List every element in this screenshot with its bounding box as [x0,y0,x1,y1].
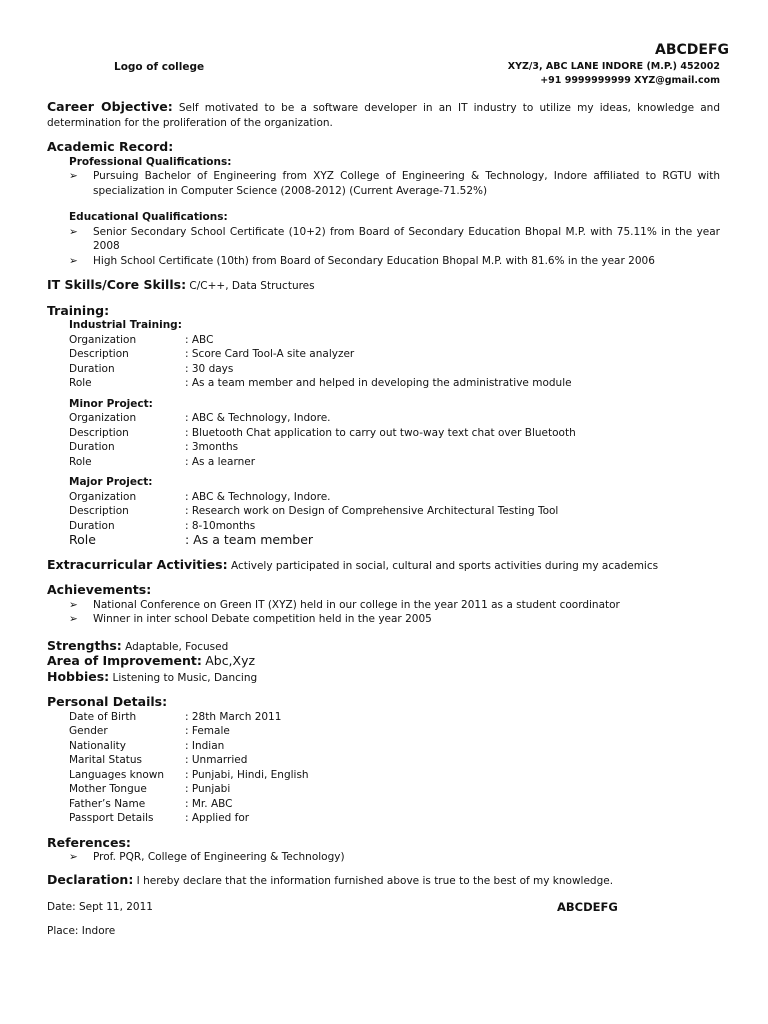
detail-row: Organization : ABC [69,333,214,346]
detail-row: Organization : ABC & Technology, Indore. [69,412,331,424]
detail-row: Role : As a team member [69,532,314,547]
strengths [47,639,720,655]
detail-row: Father’s Name : Mr. ABC [69,797,233,810]
strengths-heading: Strengths: [47,637,122,653]
arrow-bullet-icon: ➢ [69,613,78,625]
hobbies-heading: Hobbies: [47,668,110,684]
resume-name: ABCDEFG [655,42,730,58]
professional-qualifications-heading: Professional Qualifications: [69,155,232,168]
date-row [47,900,720,918]
list-item: ➢ Senior Secondary School Certificate (10+2) from Board of Secondary Education Bhopal M.P. with 75.11% in the year 2008 [69,225,720,252]
detail-row: Languages known : Punjabi, Hindi, English [69,768,309,781]
major-project-heading: Major Project: [69,476,153,488]
list-item: ➢ Winner in inter school Debate competition held in the year 2005 [69,613,432,625]
detail-row: Passport Details : Applied for [69,812,250,824]
detail-row: Organization : ABC & Technology, Indore. [69,490,331,503]
detail-row: Description : Bluetooth Chat application to carry out two-way text chat over Bluetooth [69,426,576,439]
detail-row: Mother Tongue : Punjabi [69,783,231,795]
detail-row: Description : Score Card Tool-A site analyzer [69,348,355,360]
detail-row: Description : Research work on Design of Comprehensive Architectural Testing Tool [69,505,559,517]
detail-row: Date of Birth : 28th March 2011 [69,710,282,723]
signature-name: ABCDEFG [557,900,618,914]
career-objective [47,100,720,130]
personal-details-heading: Personal Details: [47,694,168,709]
declaration-text: I hereby declare that the information furnished above is true to the best of my knowledge. [136,874,614,887]
detail-row: Nationality : Indian [69,739,225,752]
declaration [47,873,720,889]
arrow-bullet-icon: ➢ [69,225,78,238]
detail-row: Duration : 8-10months [69,519,256,532]
list-item: ➢ National Conference on Green IT (XYZ) held in our college in the year 2011 as a student coordinator [69,598,620,611]
hobbies [47,670,720,686]
references-heading: References: [47,834,131,850]
list-item: ➢ High School Certificate (10th) from Board of Secondary Education Bhopal M.P. with 81.6% in the year 2006 [69,254,655,267]
arrow-bullet-icon: ➢ [69,170,78,182]
contact-info: +91 9999999999 XYZ@gmail.com [540,75,720,86]
detail-row: Duration : 30 days [69,362,234,375]
career-objective-heading: Career Objective: [47,99,173,114]
extracurricular-text: Actively participated in social, cultural and sports activities during my academics [230,559,659,572]
academic-record-heading: Academic Record: [47,139,174,154]
college-logo-placeholder: Logo of college [114,61,205,73]
it-skills-text: C/C++, Data Structures [189,280,315,292]
detail-row: Gender : Female [69,725,230,737]
training-heading: Training: [47,302,110,318]
declaration-heading: Declaration: [47,871,134,887]
list-item: ➢ Pursuing Bachelor of Engineering from XYZ College of Engineering & Technology, Indore affiliated to RGTU with specialization in Computer Science (2008-2012) (Current Average-71.52%) [69,170,720,197]
detail-row: Duration : 3months [69,441,239,453]
arrow-bullet-icon: ➢ [69,254,78,267]
it-skills-heading: IT Skills/Core Skills: [47,277,187,292]
career-objective-text: Self motivated to be a software developer in an IT industry to utilize my ideas, knowledge and determination for the proliferation of the organization. [47,102,720,129]
extracurricular [47,558,720,574]
area-of-improvement [47,654,720,670]
extracurricular-heading: Extracurricular Activities: [47,556,228,572]
list-item: ➢ Prof. PQR, College of Engineering & Technology) [69,851,345,863]
strengths-text: Adaptable, Focused [125,640,229,653]
detail-row: Marital Status : Unmarried [69,754,248,766]
area-of-improvement-heading: Area of Improvement: [47,653,202,668]
minor-project-heading: Minor Project: [69,397,153,410]
date: Date: Sept 11, 2011 [47,901,153,913]
industrial-training-heading: Industrial Training: [69,319,182,331]
arrow-bullet-icon: ➢ [69,851,78,863]
arrow-bullet-icon: ➢ [69,598,78,611]
area-of-improvement-text: Abc,Xyz [205,653,256,668]
place: Place: Indore [47,925,116,937]
hobbies-text: Listening to Music, Dancing [112,671,258,684]
it-skills [47,278,720,294]
educational-qualifications-heading: Educational Qualifications: [69,211,228,223]
resume-body [47,100,720,939]
detail-row: Role : As a learner [69,455,256,468]
achievements-heading: Achievements: [47,582,152,597]
detail-row: Role : As a team member and helped in developing the administrative module [69,377,572,389]
address: XYZ/3, ABC LANE INDORE (M.P.) 452002 [507,61,720,72]
